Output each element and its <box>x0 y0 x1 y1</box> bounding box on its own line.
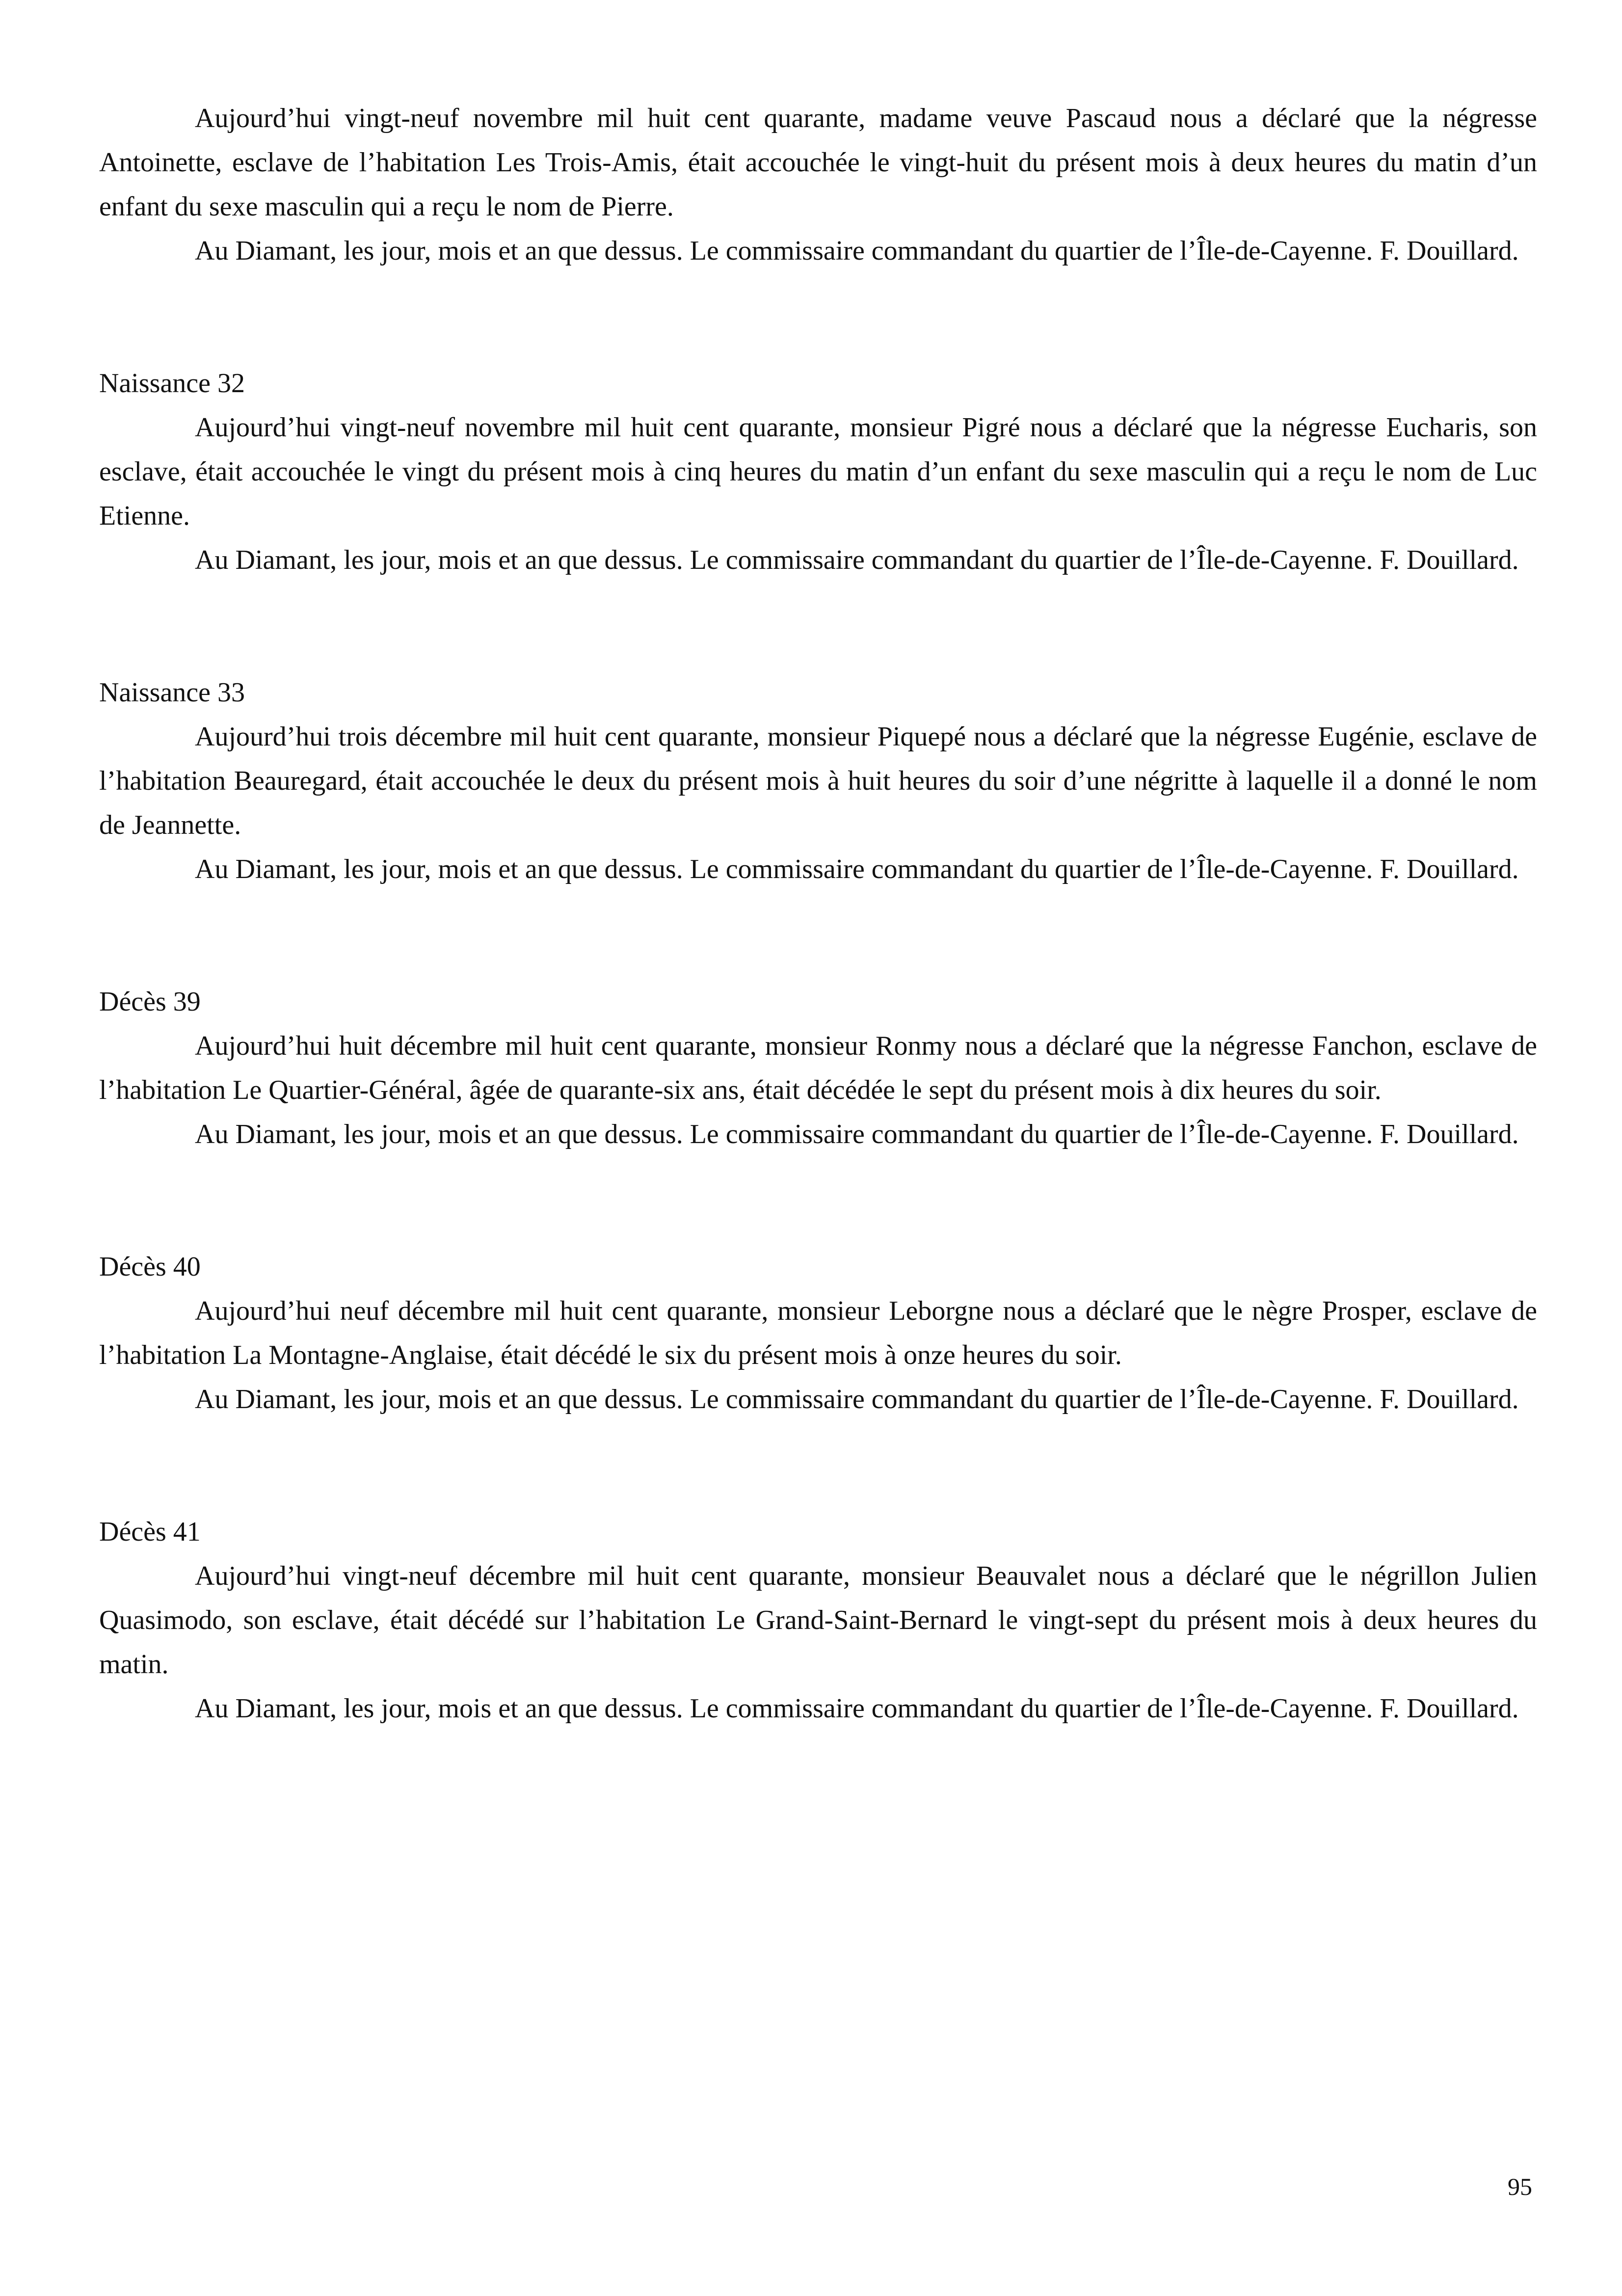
page-number: 95 <box>1508 2173 1532 2200</box>
entry-title: Naissance 32 <box>99 368 245 399</box>
entry-signature: Au Diamant, les jour, mois et an que dessus. Le commissaire commandant du quartier de l’Île-de-Cayenne. F. Douillard. <box>195 1693 1519 1724</box>
entry-title: Naissance 33 <box>99 677 245 708</box>
entry-naissance-32 <box>99 361 1537 582</box>
entry-declaration: Aujourd’hui vingt-neuf novembre mil huit cent quarante, monsieur Pigré nous a déclaré que la négresse Eucharis, son esclave, était accouchée le vingt du présent mois à cinq heures du matin d’un enfant du sexe masculin qui a reçu le nom de Luc Etienne. <box>99 412 1537 531</box>
entry-declaration: Aujourd’hui vingt-neuf décembre mil huit cent quarante, monsieur Beauvalet nous a déclaré que le négrillon Julien Quasimodo, son esclave, était décédé sur l’habitation Le Grand-Saint-Bernard le vingt-sept du présent mois à deux heures du matin. <box>99 1561 1537 1680</box>
entry-naissance-33 <box>99 670 1537 891</box>
entry-signature: Au Diamant, les jour, mois et an que dessus. Le commissaire commandant du quartier de l’Île-de-Cayenne. F. Douillard. <box>195 854 1519 884</box>
entry-title: Décès 40 <box>99 1252 201 1282</box>
entry-declaration: Aujourd’hui trois décembre mil huit cent quarante, monsieur Piquepé nous a déclaré que la négresse Eugénie, esclave de l’habitation Beauregard, était accouchée le deux du présent mois à huit heures du soir d’une négritte à laquelle il a donné le nom de Jeannette. <box>99 721 1537 840</box>
entry-declaration: Aujourd’hui huit décembre mil huit cent quarante, monsieur Ronmy nous a déclaré que la négresse Fanchon, esclave de l’habitation Le Quartier-Général, âgée de quarante-six ans, était décédée le sept du présent mois à dix heures du soir. <box>99 1031 1537 1105</box>
document-body <box>99 96 1537 1731</box>
entry-declaration: Aujourd’hui neuf décembre mil huit cent quarante, monsieur Leborgne nous a déclaré que le nègre Prosper, esclave de l’habitation La Montagne-Anglaise, était décédé le six du présent mois à onze heures du soir. <box>99 1296 1537 1370</box>
entry-signature: Au Diamant, les jour, mois et an que dessus. Le commissaire commandant du quartier de l’Île-de-Cayenne. F. Douillard. <box>195 545 1519 575</box>
entry-signature: Au Diamant, les jour, mois et an que dessus. Le commissaire commandant du quartier de l’Île-de-Cayenne. F. Douillard. <box>195 1119 1519 1149</box>
entry-declaration: Aujourd’hui vingt-neuf novembre mil huit cent quarante, madame veuve Pascaud nous a déclaré que la négresse Antoinette, esclave de l’habitation Les Trois-Amis, était accouchée le vingt-huit du présent mois à deux heures du matin d’un enfant du sexe masculin qui a reçu le nom de Pierre. <box>99 103 1537 222</box>
entry-title: Décès 39 <box>99 987 201 1017</box>
entry-signature: Au Diamant, les jour, mois et an que dessus. Le commissaire commandant du quartier de l’Île-de-Cayenne. F. Douillard. <box>195 1384 1519 1415</box>
entry-title: Décès 41 <box>99 1517 201 1547</box>
entry-continued-birth <box>99 96 1537 273</box>
entry-deces-39 <box>99 980 1537 1156</box>
entry-deces-40 <box>99 1245 1537 1421</box>
entry-deces-41 <box>99 1510 1537 1731</box>
entry-signature: Au Diamant, les jour, mois et an que dessus. Le commissaire commandant du quartier de l’Île-de-Cayenne. F. Douillard. <box>195 236 1519 266</box>
